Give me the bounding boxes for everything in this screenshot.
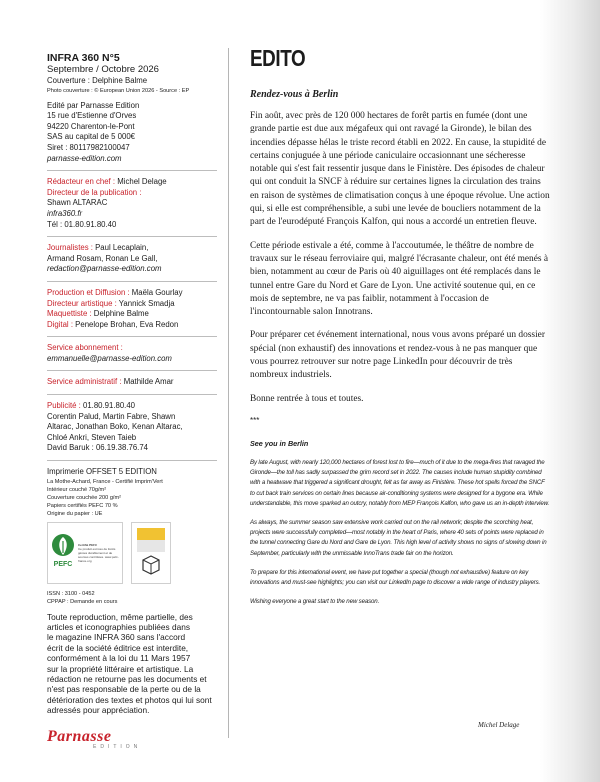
pefc-description: Ce produit est issu de forêts gérées durablement et de sources contrôlées. www.pefc-france.org: [78, 546, 119, 563]
printer-detail: Papiers certifiés PEFC 70 %: [47, 502, 118, 509]
publisher-line: Edité par Parnasse Edition: [47, 100, 140, 110]
admin-name: Mathilde Amar: [121, 377, 174, 387]
director-phone: Tél : 01.80.91.80.40: [47, 219, 117, 229]
printer-name: Imprimerie OFFSET 5 EDITION: [47, 467, 157, 477]
journalists-names-1: Paul Lecaplain,: [92, 243, 149, 253]
admin-label: Service administratif :: [47, 377, 122, 387]
recycling-badge: [131, 522, 171, 584]
pefc-logo: [51, 533, 75, 573]
art-director-name: Yannick Smadja: [116, 298, 175, 308]
cover-credit-line: Couverture : Delphine Balme: [47, 76, 148, 85]
ads-label: Publicité :: [47, 401, 81, 411]
legal-line: le magazine INFRA 360 sans l'accord: [47, 632, 186, 643]
french-paragraph: Pour préparer cet événement international, nous vous avons préparé un dossier spécial (non exhaustif) des innovations et rendez-vous à ne pas manquer que vous pourrez retrouver sur notre page LinkedIn pour découvrir de très nombreux industriels.: [250, 330, 545, 381]
printer-detail: Origine du papier : UE: [47, 510, 103, 517]
director-label: Directeur de la publication :: [47, 187, 142, 197]
subscription-block: [47, 343, 217, 364]
issn-line: ISSN : 3100 - 0452: [47, 590, 95, 597]
legal-line: écrit de la société éditrice est interdite,: [47, 642, 189, 653]
art-director-label: Directeur artistique :: [47, 298, 117, 308]
parnasse-logo: [47, 728, 217, 750]
director-name: Shawn ALTARAC: [47, 198, 108, 208]
legal-line: Toute reproduction, même partielle, des: [47, 611, 193, 622]
pefc-tree-icon: [51, 533, 75, 561]
legal-line: rédaction ne retourne pas les documents et: [47, 674, 207, 685]
certification-badges: [47, 522, 217, 584]
english-paragraph: As always, the summer season saw extensive work carried out on the rail network; despite the scorching heat, projects were successfully completed—most notably in the heart of Paris, where 40 sets of points were replaced in the tunnel connecting Gare du Nord and Gare de Lyon. This high level of activity shows no signs of slowing down in September, particularly with the unmissable InnoTrans trade fair on the horizon.: [250, 518, 547, 557]
pefc-text-block: [78, 543, 119, 563]
divider: [47, 170, 217, 171]
city-line: 94220 Charenton-le-Pont: [47, 121, 135, 131]
publisher-website[interactable]: parnasse-edition.com: [47, 153, 122, 163]
english-title: See you in Berlin: [250, 438, 309, 448]
journalists-block: [47, 243, 217, 275]
logo-text: Parnasse: [47, 727, 112, 745]
cppap-line: CPPAP : Demande en cours: [47, 598, 118, 605]
journalists-names-2: Armand Rosam, Ronan Le Gall,: [47, 253, 158, 263]
capital-line: SAS au capital de 5 000€: [47, 132, 135, 142]
layout-name: Delphine Balme: [91, 309, 149, 319]
column-divider: [228, 48, 229, 738]
recycle-icon: [135, 526, 167, 582]
advertising-block: [47, 401, 217, 454]
cover-credits: [47, 76, 217, 95]
ads-names-1: Corentin Palud, Martin Fabre, Shawn: [47, 411, 176, 421]
french-paragraph: Cette période estivale a été, comme à l'accoutumée, le théâtre de nombre de travaux sur le réseau ferroviaire qui, malgré l'écrasante chaleur, ont été menés à bien, notamment au cœur de Paris où 40 aiguillages ont été remplacés dans le tunnel entre Gare du Nord et Gare de Lyon. Une activité soutenue qui, en ce mois de septembre, ne va pas faiblir, notamment à l'occasion de l'incontournable salon Innotrans.: [250, 240, 549, 318]
production-block: [47, 288, 217, 330]
siret-line: Siret : 80117982100047: [47, 142, 130, 152]
pefc-badge: [47, 522, 123, 584]
chief-label: Rédacteur en chef :: [47, 177, 116, 187]
issue-date: Septembre / Octobre 2026: [47, 64, 159, 75]
french-paragraph: Fin août, avec près de 120 000 hectares de forêt partis en fumée (dont une grande partie est due aux mégafeux qui ont ravagé la Gironde), le bilan des incendies dépasse hélas le triste record établi en 2022. En cause, la stupidité de certains conjuguée à une période caniculaire occasionnant une sécheresse notable qui s'est fait ressentir jusque dans le Finistère. Des épisodes de chaleur qui ont conduit la SNCF à réduire sur certaines lignes la circulation des trains en raison de systèmes de climatisation conçus à une époque révolue. Une action qui, si elle est compréhensible, a subi une levée de boucliers notamment de la part de l'eurodéputé François Kalfon, qui nous a accordé un entretien fleuve.: [250, 111, 550, 228]
layout-label: Maquettiste :: [47, 309, 92, 319]
publisher-block: [47, 101, 217, 165]
legal-line: conformément à la loi du 11 Mars 1957: [47, 653, 191, 664]
section-separator: ***: [250, 415, 260, 425]
cover-photo-line: Photo couverture : © European Union 2026 - Source : EP: [47, 87, 190, 94]
ads-names-3: Chloé Ankri, Steven Taieb: [47, 432, 137, 442]
divider: [47, 236, 217, 237]
redaction-email[interactable]: redaction@parnasse-edition.com: [47, 264, 162, 274]
ads-names-2: Altarac, Jonathan Boko, Kenan Altarac,: [47, 422, 183, 432]
production-label: Production et Diffusion :: [47, 287, 130, 297]
legal-notice: [47, 612, 217, 716]
divider: [47, 281, 217, 282]
legal-line: détérioration des textes et photos qui lui sont: [47, 694, 212, 705]
printer-detail: Couverture couchée 200 g/m²: [47, 494, 122, 501]
divider: [47, 370, 217, 371]
english-paragraph: To prepare for this international event, we have put together a special (though not exhaustive) feature on key innovations and must-see highlights; you can visit our LinkedIn page to discover a wide range of industry players.: [250, 568, 541, 586]
printer-detail: Intérieur couché 70g/m²: [47, 486, 107, 493]
legal-line: articles et iconographies publiées dans: [47, 622, 190, 633]
ads-phone: 01.80.91.80.40: [80, 401, 136, 411]
printer-block: [47, 467, 217, 518]
journalists-label: Journalistes :: [47, 243, 93, 253]
edito-column: [250, 45, 550, 616]
divider: [47, 460, 217, 461]
pefc-label: PEFC: [53, 560, 73, 568]
issn-block: [47, 590, 217, 606]
editor-signature: Michel Delage: [478, 721, 520, 729]
chief-name: Michel Delage: [115, 177, 167, 187]
divider: [47, 394, 217, 395]
english-closing: Wishing everyone a great start to the new season.: [250, 598, 380, 606]
printer-detail: La Mothe-Achard, France - Certifié Imprim'Vert: [47, 478, 163, 485]
ads-contact: David Baruk : 06.19.38.76.74: [47, 443, 148, 453]
director-website[interactable]: infra360.fr: [47, 208, 83, 218]
french-closing: Bonne rentrée à tous et toutes.: [250, 393, 364, 404]
production-name: Maëla Gourlay: [129, 287, 183, 297]
digital-names: Penelope Brohan, Eva Redon: [73, 319, 179, 329]
logo-subtext: EDITION: [93, 743, 142, 750]
digital-label: Digital :: [47, 319, 73, 329]
editorial-block: [47, 177, 217, 230]
edito-heading: EDITO: [250, 45, 306, 71]
legal-line: n'est pas responsable de la perte ou de la: [47, 684, 201, 695]
masthead-column: [47, 52, 217, 750]
magazine-issue: INFRA 360 N°5: [47, 52, 120, 64]
edito-subtitle: Rendez-vous à Berlin: [250, 89, 339, 100]
subscription-label: Service abonnement :: [47, 343, 123, 353]
legal-line: sur la propriété littéraire et artistique. La: [47, 663, 194, 674]
english-paragraph: By late August, with nearly 120,000 hectares of forest lost to fire—much of it due to the mega-fires that ravaged the Gironde—the toll has sadly surpassed the grim record set in 2022. The causes include human stupidity combined with a heatwave that triggered a significant drought, felt as far away as Finistère. These hot spells forced the SNCF to cut back train services on certain lines because air-conditioning systems were designed for a bygone era. While understandable, this move sparked an outcry, notably from MEP François Kalfon, who gave us an in-depth interview.: [250, 458, 550, 507]
legal-line: adressés pour appréciation.: [47, 705, 150, 716]
pefc-heading: Certifié PEFC: [78, 542, 98, 547]
subscription-email[interactable]: emmanuelle@parnasse-edition.com: [47, 353, 172, 363]
admin-block: [47, 377, 217, 388]
divider: [47, 336, 217, 337]
address-line: 15 rue d'Estienne d'Orves: [47, 111, 137, 121]
